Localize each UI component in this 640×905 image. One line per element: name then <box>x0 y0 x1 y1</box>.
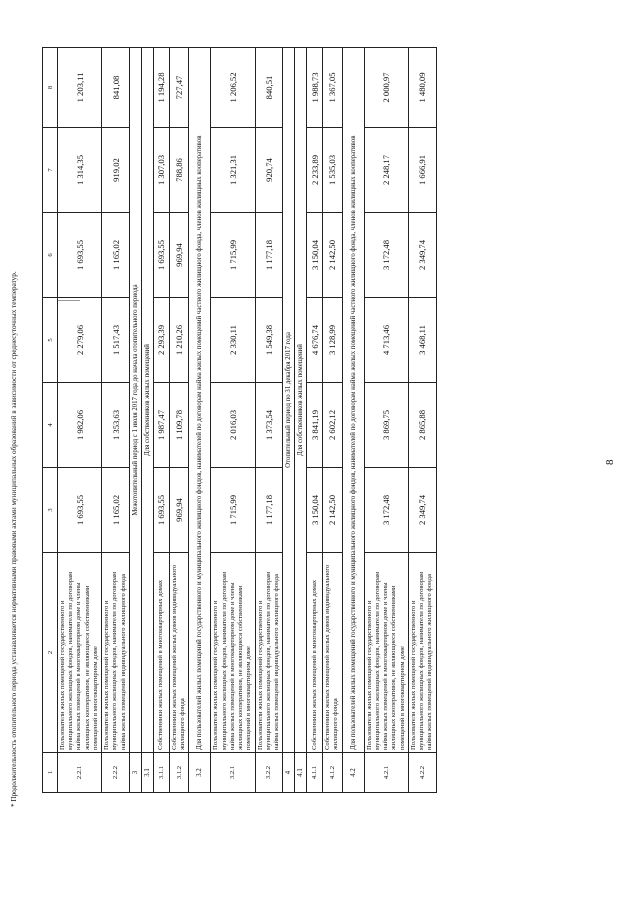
section-id: 3.1 <box>141 753 153 793</box>
row-value: 1 314,35 <box>58 128 102 213</box>
row-id: 3.2.1 <box>211 753 255 793</box>
row-name: Пользователи жилых помещений государственного и муниципального жилищных фондов, наниматели по договорам найма жилых помещений в многоквартирном доме и члены жилищных кооперативов, не являющиеся собственниками помещений в многоквартирном доме <box>364 553 408 753</box>
row-value: 840,51 <box>255 48 283 128</box>
row-value: 2 142,50 <box>323 468 342 553</box>
section-id: 3 <box>129 753 141 793</box>
section-row <box>129 48 141 793</box>
table-row <box>255 48 283 793</box>
row-value: 2 602,12 <box>323 383 342 468</box>
row-value: 2 233,89 <box>307 128 323 213</box>
table-row <box>408 48 436 793</box>
table-row <box>102 48 130 793</box>
row-value: 1 517,43 <box>102 298 130 383</box>
row-value: 3 128,99 <box>323 298 342 383</box>
row-id: 2.2.2 <box>102 753 130 793</box>
col-header: 1 <box>43 753 58 793</box>
row-name: Собственники жилых помещений в многоквартирных домах <box>153 553 169 753</box>
row-value: 1 535,03 <box>323 128 342 213</box>
row-value: 1 177,18 <box>255 468 283 553</box>
row-value: 3 468,11 <box>408 298 436 383</box>
row-value: 1 210,26 <box>169 298 188 383</box>
row-value: 969,94 <box>169 468 188 553</box>
row-value: 2 865,88 <box>408 383 436 468</box>
table-row <box>169 48 188 793</box>
row-value: 1 982,06 <box>58 383 102 468</box>
row-value: 969,94 <box>169 213 188 298</box>
row-value: 1 549,38 <box>255 298 283 383</box>
row-value: 919,02 <box>102 128 130 213</box>
row-value: 1 109,78 <box>169 383 188 468</box>
section-title: Для собственников жилых помещений <box>141 48 153 753</box>
row-value: 1 194,28 <box>153 48 169 128</box>
row-value: 1 206,52 <box>211 48 255 128</box>
table-row <box>211 48 255 793</box>
section-title: Отопительный период по 31 декабря 2017 года <box>283 48 295 753</box>
section-id: 4.1 <box>295 753 307 793</box>
section-row <box>283 48 295 793</box>
row-name: Собственники жилых помещений в многоквартирных домах <box>307 553 323 753</box>
section-title: Межотопительный период с 1 июля 2017 года до начала отопительного периода <box>129 48 141 753</box>
col-header: 8 <box>43 48 58 128</box>
group-row <box>342 48 364 793</box>
row-value: 1 203,11 <box>58 48 102 128</box>
row-value: 1 987,47 <box>153 383 169 468</box>
table-row <box>153 48 169 793</box>
section-title: Для собственников жилых помещений <box>295 48 307 753</box>
col-header: 7 <box>43 128 58 213</box>
row-name: Пользователи жилых помещений государственного и муниципального жилищных фондов, наниматели по договорам найма жилых помещений индивидуального жилищного фонда <box>408 553 436 753</box>
col-header: 5 <box>43 298 58 383</box>
row-value: 2 349,74 <box>408 468 436 553</box>
row-id: 4.2.1 <box>364 753 408 793</box>
section-row <box>141 48 153 793</box>
row-value: 3 841,19 <box>307 383 323 468</box>
row-value: 1 165,02 <box>102 468 130 553</box>
row-id: 4.2.2 <box>408 753 436 793</box>
row-value: 1 715,99 <box>211 468 255 553</box>
row-value: 727,47 <box>169 48 188 128</box>
header-row <box>43 48 58 793</box>
row-value: 3 172,48 <box>364 468 408 553</box>
row-id: 3.1.1 <box>153 753 169 793</box>
section-title: Для пользователей жилых помещений государственного и муниципального жилищного фондов, нанимателей по договорам найма жилых помещений частного жилищного фонда, членов жилищных кооперативов <box>342 48 364 753</box>
row-value: 1 353,63 <box>102 383 130 468</box>
col-header: 6 <box>43 213 58 298</box>
col-header: 3 <box>43 468 58 553</box>
table-row <box>307 48 323 793</box>
row-value: 1 367,05 <box>323 48 342 128</box>
row-value: 841,08 <box>102 48 130 128</box>
row-value: 3 150,04 <box>307 468 323 553</box>
row-value: 3 150,04 <box>307 213 323 298</box>
row-value: 2 349,74 <box>408 213 436 298</box>
row-value: 1 307,03 <box>153 128 169 213</box>
row-value: 2 016,03 <box>211 383 255 468</box>
tariff-table <box>42 47 437 793</box>
row-value: 788,86 <box>169 128 188 213</box>
col-header: 2 <box>43 553 58 753</box>
row-value: 1 321,31 <box>211 128 255 213</box>
table-row <box>323 48 342 793</box>
group-row <box>189 48 211 793</box>
row-value: 2 330,11 <box>211 298 255 383</box>
row-name: Собственники жилых помещений жилых домов индивидуального жилищного фонда <box>169 553 188 753</box>
row-value: 2 279,06 <box>58 298 102 383</box>
row-name: Собственники жилых помещений жилых домов индивидуального жилищного фонда <box>323 553 342 753</box>
section-row <box>295 48 307 793</box>
row-value: 920,74 <box>255 128 283 213</box>
row-value: 1 988,73 <box>307 48 323 128</box>
row-id: 4.1.2 <box>323 753 342 793</box>
table-row <box>364 48 408 793</box>
section-id: 4.2 <box>342 753 364 793</box>
section-title: Для пользователей жилых помещений государственного и муниципального жилищного фондов, нанимателей по договорам найма жилых помещений частного жилищного фонда, членов жилищных кооперативов <box>189 48 211 753</box>
row-value: 3 172,48 <box>364 213 408 298</box>
row-value: 1 693,55 <box>58 213 102 298</box>
section-id: 3.2 <box>189 753 211 793</box>
row-name: Пользователи жилых помещений государственного и муниципального жилищных фондов, наниматели по договорам найма жилых помещений в многоквартирном доме и члены жилищных кооперативов, не являющиеся собственниками помещений в многоквартирном доме <box>211 553 255 753</box>
row-value: 2 293,39 <box>153 298 169 383</box>
row-id: 2.2.1 <box>58 753 102 793</box>
col-header: 4 <box>43 383 58 468</box>
row-id: 4.1.1 <box>307 753 323 793</box>
row-value: 1 666,91 <box>408 128 436 213</box>
footnote: * Продолжительность отопительного периода устанавливается нормативными правовыми актами муниципальных образований в зависимости от среднесуточных температур. <box>10 271 18 807</box>
row-value: 3 869,75 <box>364 383 408 468</box>
row-value: 1 693,55 <box>153 213 169 298</box>
row-value: 1 373,54 <box>255 383 283 468</box>
row-name: Пользователи жилых помещений государственного и муниципального жилищных фондов, наниматели по договорам найма жилых помещений индивидуального жилищного фонда <box>102 553 130 753</box>
table-row <box>58 48 102 793</box>
row-value: 4 676,74 <box>307 298 323 383</box>
table-body <box>58 48 437 793</box>
row-id: 3.2.2 <box>255 753 283 793</box>
row-name: Пользователи жилых помещений государственного и муниципального жилищных фондов, наниматели по договорам найма жилых помещений индивидуального жилищного фонда <box>255 553 283 753</box>
row-value: 2 142,50 <box>323 213 342 298</box>
row-value: 1 165,02 <box>102 213 130 298</box>
row-value: 1 715,99 <box>211 213 255 298</box>
row-value: 1 693,55 <box>58 468 102 553</box>
row-value: 2 000,97 <box>364 48 408 128</box>
row-value: 1 480,09 <box>408 48 436 128</box>
row-id: 3.1.2 <box>169 753 188 793</box>
page-number: 8 <box>604 459 616 465</box>
row-value: 1 693,55 <box>153 468 169 553</box>
row-value: 1 177,18 <box>255 213 283 298</box>
section-id: 4 <box>283 753 295 793</box>
row-name: Пользователи жилых помещений государственного и муниципального жилищных фондов, наниматели по договорам найма жилых помещений в многоквартирном доме и члены жилищных кооперативов, не являющиеся собственниками помещений в многоквартирном доме <box>58 553 102 753</box>
row-value: 2 248,17 <box>364 128 408 213</box>
row-value: 4 713,46 <box>364 298 408 383</box>
